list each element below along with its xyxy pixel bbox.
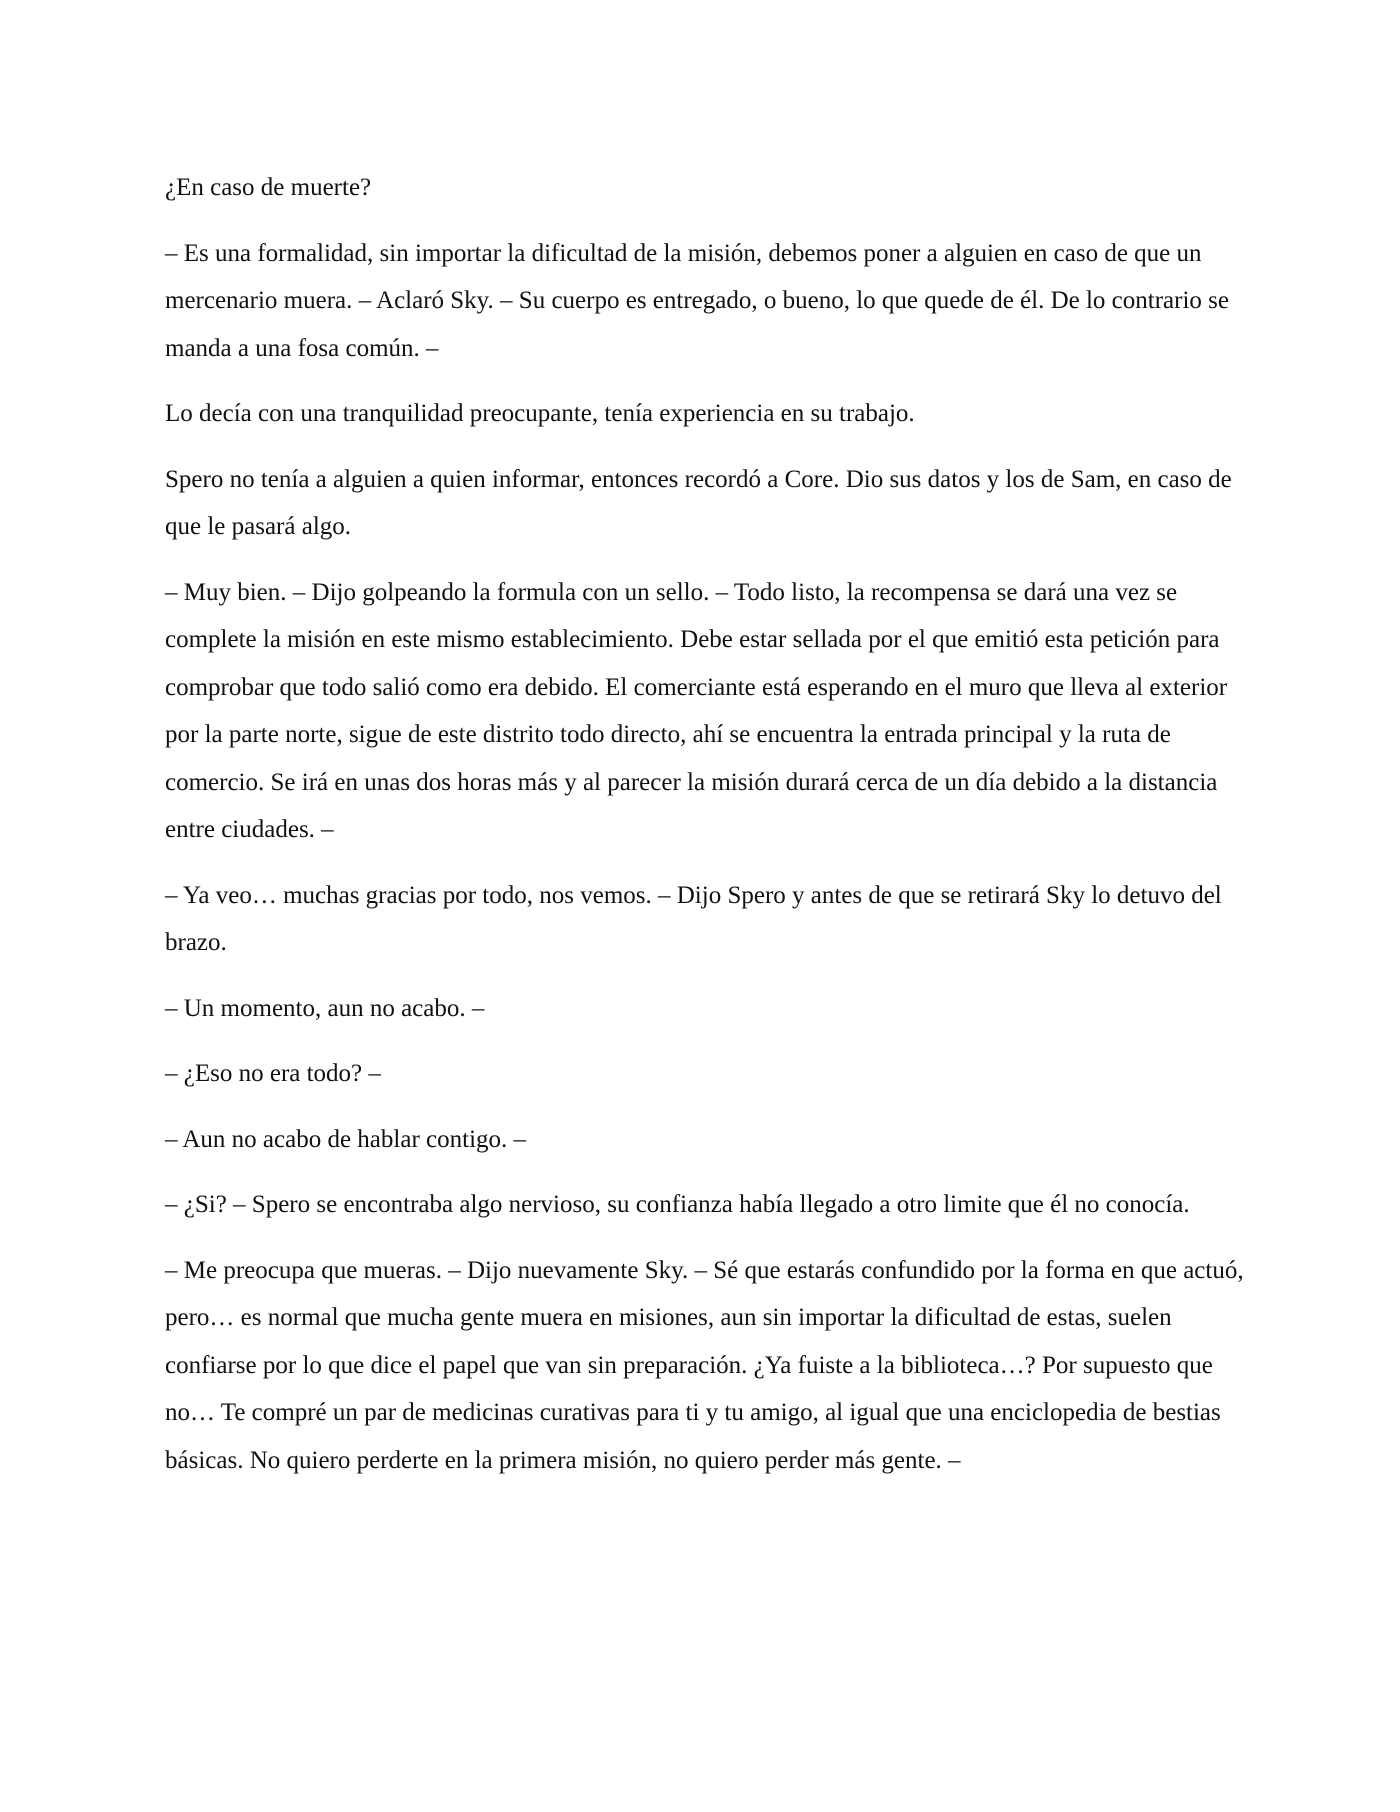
paragraph: – Aun no acabo de hablar contigo. – [165, 1125, 527, 1153]
paragraph: – Es una formalidad, sin importar la dificultad de la misión, debemos poner a alguien en caso de que un mercenario muera. – Aclaró Sky. – Su cuerpo es entregado, o bueno, lo que quede de él. De lo contrario se manda a una fosa común. – [165, 239, 1229, 362]
paragraph: – Ya veo… muchas gracias por todo, nos vemos. – Dijo Spero y antes de que se retirará Sky lo detuvo del brazo. [165, 881, 1222, 956]
paragraph: – ¿Si? – Spero se encontraba algo nervioso, su confianza había llegado a otro limite que él no conocía. [165, 1191, 1190, 1218]
paragraph: – Un momento, aun no acabo. – [165, 994, 485, 1022]
paragraph: Lo decía con una tranquilidad preocupante, tenía experiencia en su trabajo. [165, 400, 915, 427]
paragraph: ¿En caso de muerte? [165, 174, 372, 201]
paragraph: – Muy bien. – Dijo golpeando la formula con un sello. – Todo listo, la recompensa se dará una vez se complete la misión en este mismo establecimiento. Debe estar sellada por el que emitió esta petición para comprobar que todo salió como era debido. El comerciante está esperando en el muro que lleva al exterior por la parte norte, sigue de este distrito todo directo, ahí se encuentra la entrada principal y la ruta de comercio. Se irá en unas dos horas más y al parecer la misión durará cerca de un día debido a la distancia entre ciudades. – [165, 578, 1228, 843]
paragraph: – ¿Eso no era todo? – [165, 1060, 381, 1087]
paragraph: – Me preocupa que mueras. – Dijo nuevamente Sky. – Sé que estarás confundido por la forma en que actuó, pero… es normal que mucha gente muera en misiones, aun sin importar la dificultad de estas, suelen confiarse por lo que dice el papel que van sin preparación. ¿Ya fuiste a la biblioteca…? Por supuesto que no… Te compré un par de medicinas curativas para ti y tu amigo, al igual que una enciclopedia de bestias básicas. No quiero perderte en la primera misión, no quiero perder más gente. – [165, 1256, 1244, 1474]
document-body [165, 164, 1245, 1502]
paragraph: Spero no tenía a alguien a quien informar, entonces recordó a Core. Dio sus datos y los de Sam, en caso de que le pasará algo. [165, 465, 1232, 540]
